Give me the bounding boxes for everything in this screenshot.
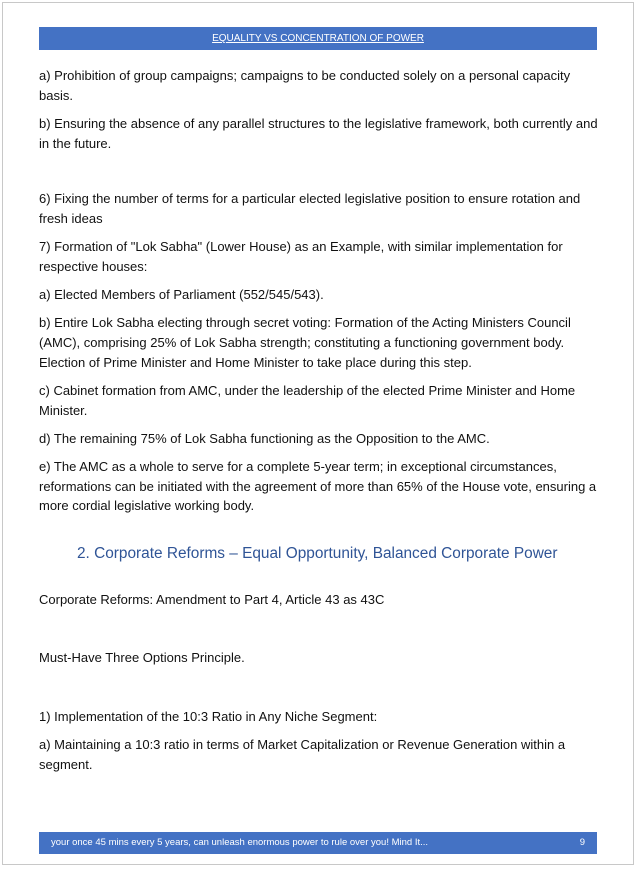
paragraph: a) Elected Members of Parliament (552/545/543).	[39, 286, 324, 302]
paragraph: a) Prohibition of group campaigns; campaigns to be conducted solely on a personal capacity basis.	[39, 68, 571, 103]
section-heading: 2. Corporate Reforms – Equal Opportunity, Balanced Corporate Power	[77, 545, 558, 563]
footer-bar	[39, 832, 597, 854]
paragraph: 6) Fixing the number of terms for a particular elected legislative position to ensure rotation and fresh ideas	[39, 190, 581, 226]
spacer	[39, 677, 605, 707]
footer-text: your once 45 mins every 5 years, can unleash enormous power to rule over you! Mind It...	[51, 837, 429, 848]
paragraph: d) The remaining 75% of Lok Sabha functioning as the Opposition to the AMC.	[39, 430, 490, 446]
paragraph: e) The AMC as a whole to serve for a complete 5-year term; in exceptional circumstances, reformations can be initiated with the agreement of more than 65% of the House vote, ensuring a more cordial legislative working body.	[39, 459, 597, 514]
paragraph: 7) Formation of "Lok Sabha" (Lower House) as an Example, with similar implementation for respective houses:	[39, 238, 563, 274]
document-body	[39, 66, 605, 783]
paragraph: 1) Implementation of the 10:3 Ratio in Any Niche Segment:	[39, 708, 378, 724]
paragraph: c) Cabinet formation from AMC, under the leadership of the elected Prime Minister and Home Minister.	[39, 382, 576, 418]
page-number: 9	[579, 837, 585, 848]
header-title: EQUALITY VS CONCENTRATION OF POWER	[212, 33, 424, 44]
spacer	[39, 162, 605, 189]
paragraph: b) Ensuring the absence of any parallel structures to the legislative framework, both currently and in the future.	[39, 115, 598, 151]
paragraph: b) Entire Lok Sabha electing through secret voting: Formation of the Acting Ministers Council (AMC), comprising 25% of Lok Sabha strength; constituting a functioning government body. Election of Prime Minister and Home Minister to take place during this step.	[39, 315, 571, 370]
header-bar	[39, 27, 597, 50]
paragraph: Must-Have Three Options Principle.	[39, 650, 245, 666]
spacer	[39, 618, 605, 648]
paragraph: Corporate Reforms: Amendment to Part 4, Article 43 as 43C	[39, 592, 385, 608]
paragraph: a) Maintaining a 10:3 ratio in terms of Market Capitalization or Revenue Generation within a segment.	[39, 737, 566, 772]
